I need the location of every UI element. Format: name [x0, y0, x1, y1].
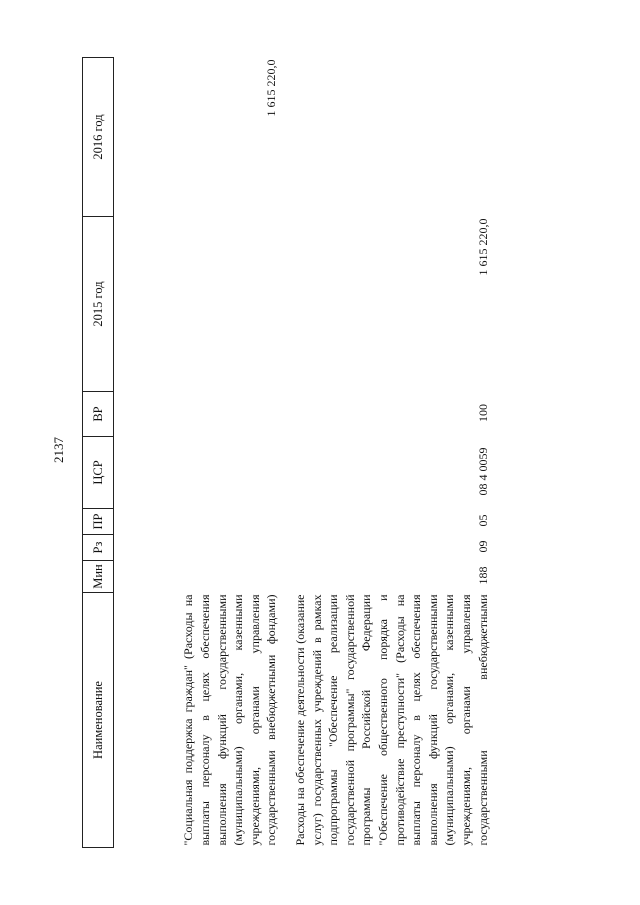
row-pr: 05: [475, 514, 490, 527]
row-2016: [282, 58, 491, 217]
header-min: Мин: [83, 561, 114, 593]
table-row: [114, 58, 283, 848]
header-2016: 2016 год: [83, 58, 114, 217]
row-rz: 09: [475, 540, 490, 553]
row-min: 188: [475, 566, 490, 585]
row-vr: [114, 392, 283, 437]
row-name: Расходы на обеспечение деятельности (оказание услуг) государственных учреждений в рамках подпрограммы "Обеспечение реализации государственной программы" государственной программы Российской Федерации "Обеспечение общественного порядка и противодействие преступности" (Расходы на выплаты персоналу в целях обеспечения выполнения функций государственными (муниципальными) органами, казенными учреждениями, органами управления государственными внебюджетными: [293, 594, 490, 846]
header-csr: ЦСР: [83, 437, 114, 509]
row-2016: 1 615 220,0: [264, 59, 279, 117]
header-2015: 2015 год: [83, 217, 114, 392]
table-header-row: [83, 58, 114, 848]
header-name: Наименование: [83, 593, 114, 848]
rotated-table-container: [82, 58, 602, 848]
table-row: [282, 58, 491, 848]
header-pr: ПР: [83, 509, 114, 535]
row-name: "Социальная поддержка граждан" (Расходы на выплаты персоналу в целях обеспечения выполнения функций государственными (муниципальными) органами, казенными учреждениями, органами управления государственными внебюджетными фондами): [181, 594, 279, 846]
row-csr: [114, 437, 283, 509]
row-min: [114, 561, 283, 593]
budget-table: [82, 57, 491, 848]
row-csr: 08 4 0059: [475, 447, 490, 496]
row-vr: 100: [475, 404, 490, 422]
row-pr: [114, 509, 283, 535]
page-number: 2137: [51, 437, 66, 463]
header-vr: ВР: [83, 392, 114, 437]
header-rz: Рз: [83, 535, 114, 561]
row-rz: [114, 535, 283, 561]
row-2015: 1 615 220,0: [475, 218, 490, 276]
row-2015: [114, 217, 283, 392]
